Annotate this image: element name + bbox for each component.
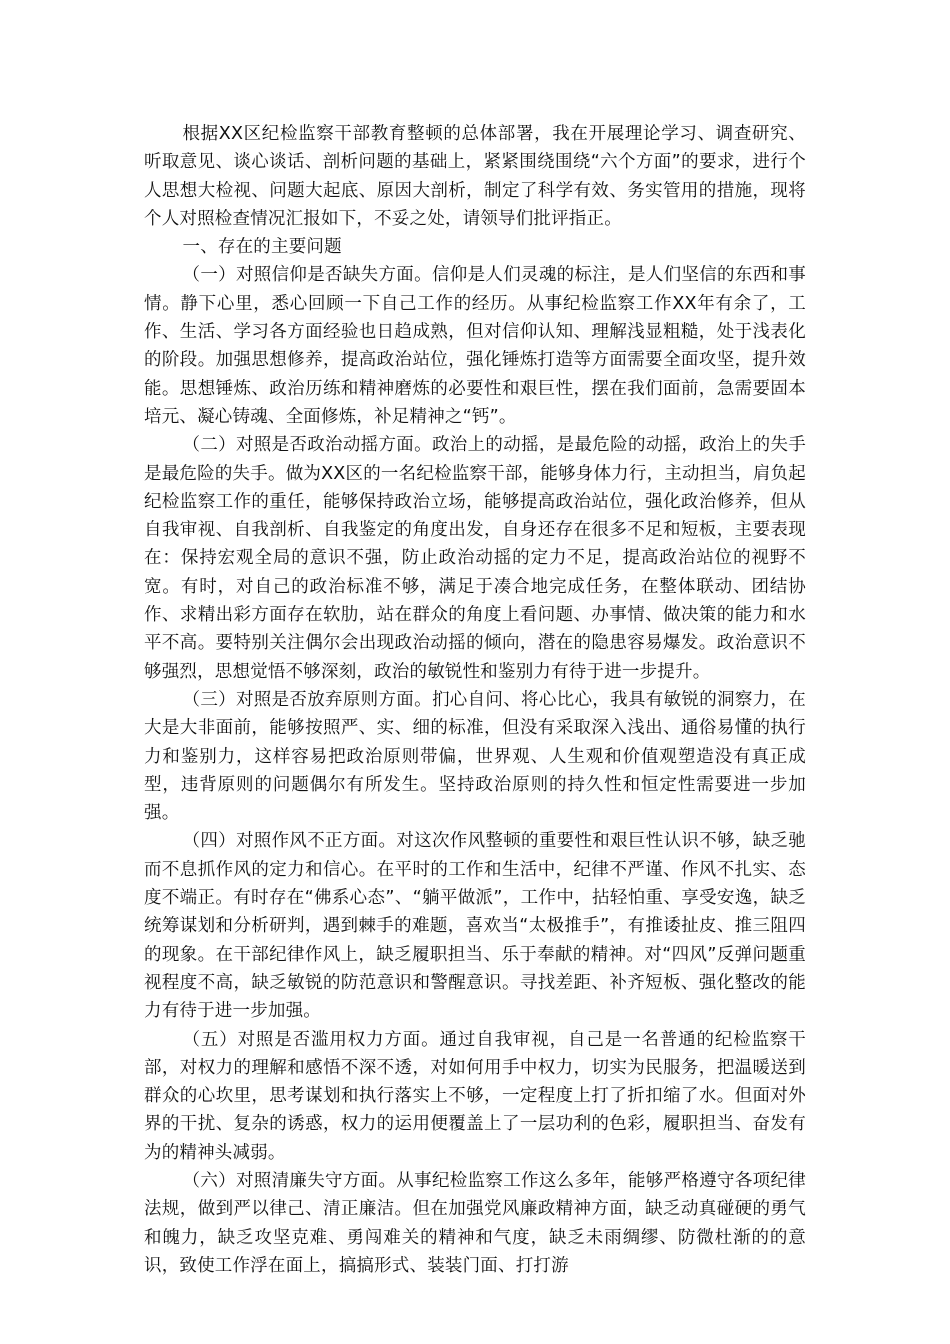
paragraph-work-style: （四）对照作风不正方面。对这次作风整顿的重要性和艰巨性认识不够，缺乏驰而不息抓作风的定力和信心。在平时的工作和生活中，纪律不严谨、作风不扎实、态度不端正。有时存在“佛系心态”、“躺平做派”，工作中，拈轻怕重、享受安逸，缺乏统筹谋划和分析研判，遇到棘手的难题，喜欢当“太极推手”，有推诿扯皮、推三阻四的现象。在干部纪律作风上，缺乏履职担当、乐于奉献的精神。对“四风”反弹问题重视程度不高，缺乏敏锐的防范意识和警醒意识。寻找差距、补齐短板、强化整改的能力有待于进一步加强。 [144, 831, 806, 1022]
document-body [144, 120, 806, 1280]
paragraph-political-wavering: （二）对照是否政治动摇方面。政治上的动摇，是最危险的动摇，政治上的失手是最危险的失手。做为XX区的一名纪检监察干部，能够身体力行，主动担当，肩负起纪检监察工作的重任，能够保持政治立场，能够提高政治站位，强化政治修养，但从自我审视、自我剖析、自我鉴定的角度出发，自身还存在很多不足和短板，主要表现在：保持宏观全局的意识不强，防止政治动摇的定力不足，提高政治站位的视野不宽。有时，对自己的政治标准不够，满足于凑合地完成任务，在整体联动、团结协作、求精出彩方面存在软肋，站在群众的角度上看问题、办事情、做决策的能力和水平不高。要特别关注偶尔会出现政治动摇的倾向，潜在的隐患容易爆发。政治意识不够强烈，思想觉悟不够深刻，政治的敏锐性和鉴别力有待于进一步提升。 [144, 435, 806, 682]
section-heading: 一、存在的主要问题 [182, 237, 342, 258]
intro-paragraph: 根据XX区纪检监察干部教育整顿的总体部署，我在开展理论学习、调查研究、听取意见、谈心谈话、剖析问题的基础上，紧紧围绕围绕“六个方面”的要求，进行个人思想大检视、问题大起底、原因大剖析，制定了科学有效、务实管用的措施，现将个人对照检查情况汇报如下，不妥之处，请领导们批评指正。 [144, 124, 806, 229]
paragraph-belief: （一）对照信仰是否缺失方面。信仰是人们灵魂的标注，是人们坚信的东西和事情。静下心里，悉心回顾一下自己工作的经历。从事纪检监察工作XX年有余了，工作、生活、学习各方面经验也日趋成熟，但对信仰认知、理解浅显粗糙，处于浅表化的阶段。加强思想修养，提高政治站位，强化锤炼打造等方面需要全面攻坚，提升效能。思想锤炼、政治历练和精神磨炼的必要性和艰巨性，摆在我们面前，急需要固本培元、凝心铸魂、全面修炼，补足精神之“钙”。 [144, 265, 806, 427]
paragraph-integrity: （六）对照清廉失守方面。从事纪检监察工作这么多年，能够严格遵守各项纪律法规，做到严以律己、清正廉洁。但在加强党风廉政精神方面，缺乏动真碰硬的勇气和魄力，缺乏攻坚克难、勇闯难关的精神和气度，缺乏未雨绸缪、防微杜渐的的意识，致使工作浮在面上，搞搞形式、装装门面、打打游 [144, 1170, 806, 1276]
paragraph-principles: （三）对照是否放弃原则方面。扪心自问、将心比心，我具有敏锐的洞察力，在大是大非面前，能够按照严、实、细的标准，但没有采取深入浅出、通俗易懂的执行力和鉴别力，这样容易把政治原则带偏，世界观、人生观和价值观塑造没有真正成型，违背原则的问题偶尔有所发生。坚持政治原则的持久性和恒定性需要进一步加强。 [144, 689, 806, 824]
paragraph-power-abuse: （五）对照是否滥用权力方面。通过自我审视，自己是一名普通的纪检监察干部，对权力的理解和感悟不深不透，对如何用手中权力，切实为民服务，把温暖送到群众的心坎里，思考谋划和执行落实上不够，一定程度上打了折扣缩了水。但面对外界的干扰、复杂的诱惑，权力的运用便覆盖上了一层功利的色彩，履职担当、奋发有为的精神头减弱。 [144, 1029, 806, 1163]
